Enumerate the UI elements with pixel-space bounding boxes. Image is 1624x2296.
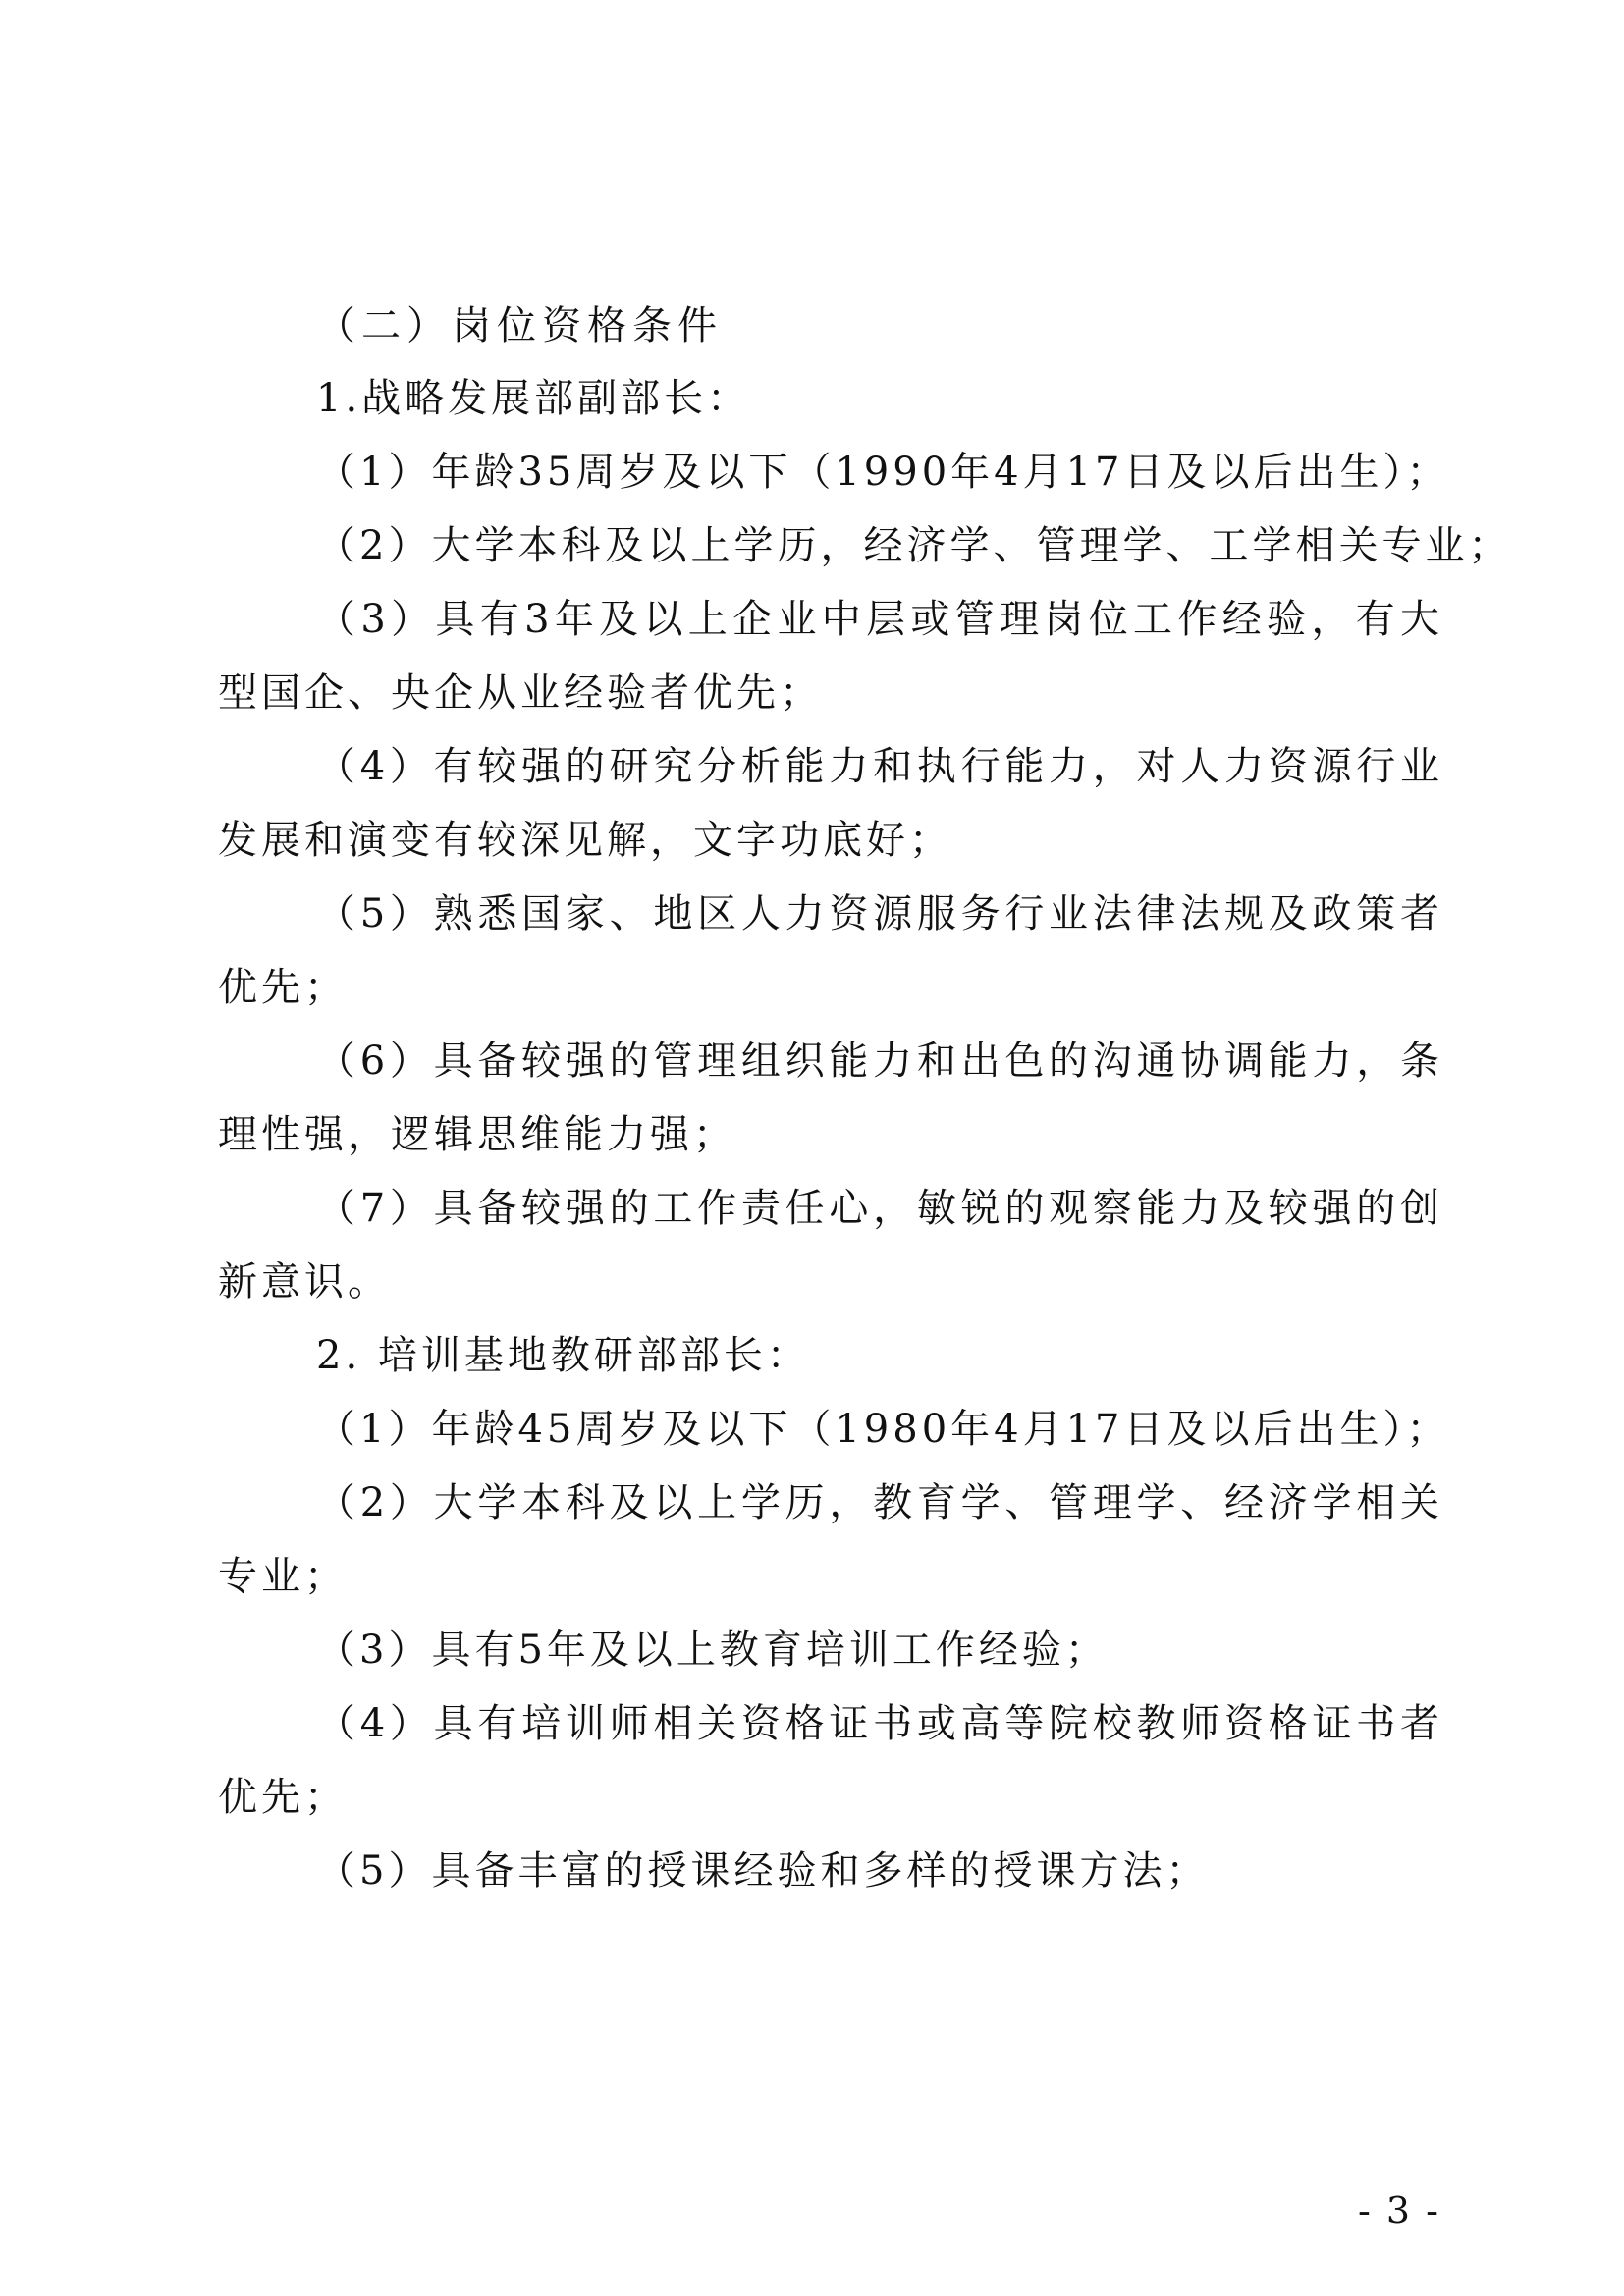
- requirement-responsibility: （7）具备较强的工作责任心，敏锐的观察能力及较强的创新意识。: [218, 1186, 1443, 1305]
- requirement-age: （1）年龄45周岁及以下（1980年4月17日及以后出生）；: [316, 1407, 1450, 1452]
- requirement-regulations: （5）熟悉国家、地区人力资源服务行业法律法规及政策者优先；: [218, 891, 1443, 1010]
- requirement-education: （2）大学本科及以上学历，经济学、管理学、工学相关专业；: [316, 523, 1512, 568]
- requirement-teaching: （5）具备丰富的授课经验和多样的授课方法；: [316, 1848, 1210, 1894]
- page-number: - 3 -: [1357, 2189, 1440, 2232]
- requirement-experience: （3）具有5年及以上教育培训工作经验；: [316, 1628, 1109, 1673]
- requirement-education: （2）大学本科及以上学历，教育学、管理学、经济学相关专业；: [218, 1480, 1443, 1599]
- requirement-management-ability: （6）具备较强的管理组织能力和出色的沟通协调能力，条理性强，逻辑思维能力强；: [218, 1039, 1443, 1157]
- position-title-training: 2. 培训基地教研部部长：: [316, 1333, 810, 1378]
- document-body: [218, 290, 1512, 1908]
- requirement-experience: （3）具有3年及以上企业中层或管理岗位工作经验，有大型国企、央企从业经验者优先；: [218, 597, 1443, 716]
- position-title-strategy: 1.战略发展部副部长：: [316, 376, 751, 421]
- section-heading: （二）岗位资格条件: [316, 303, 723, 348]
- requirement-age: （1）年龄35周岁及以下（1990年4月17日及以后出生）；: [316, 450, 1450, 495]
- requirement-certificate: （4）具有培训师相关资格证书或高等院校教师资格证书者优先；: [218, 1701, 1443, 1820]
- requirement-research-ability: （4）有较强的研究分析能力和执行能力，对人力资源行业发展和演变有较深见解，文字功底好；: [218, 744, 1443, 863]
